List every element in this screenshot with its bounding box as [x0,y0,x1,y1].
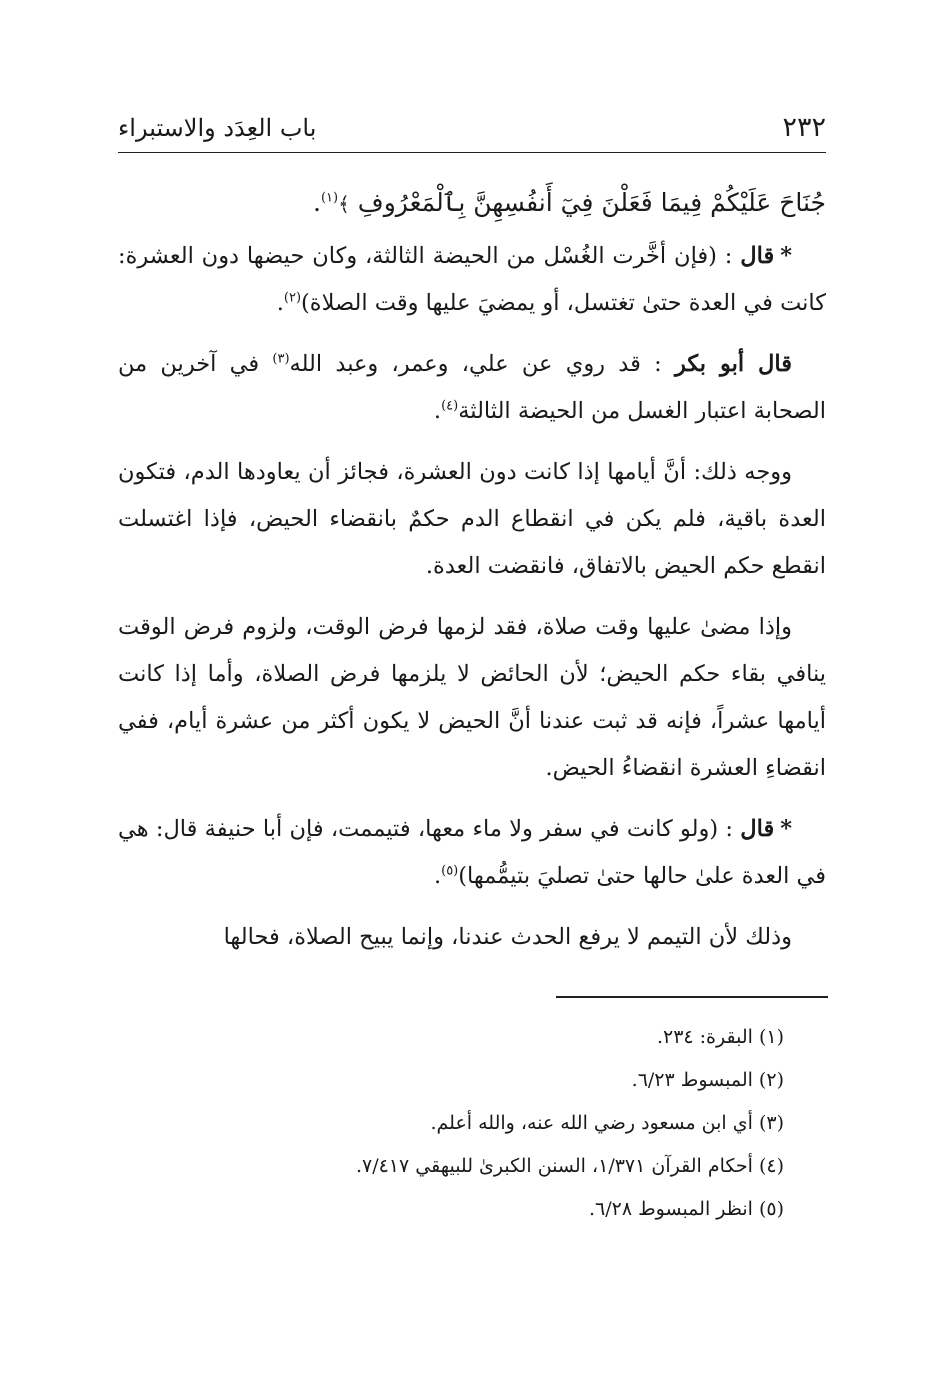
paragraph-reasoning: ووجه ذلك: أنَّ أيامها إذا كانت دون العشرة، فجائز أن يعاودها الدم، فتكون العدة باقية، فلم يكن في انقطاع الدم حكمٌ بانقضاء الحيض، فإذا اغتسلت انقطع حكم الحيض بالاتفاق، فانقضت العدة. [118,459,826,579]
footnote-ref: (٣) [272,351,290,367]
footnotes [164,1016,784,1231]
paragraph-abu-bakr [118,341,826,435]
paragraph-text: : (فإن أخَّرت الغُسْل من الحيضة الثالثة، وكان حيضها دون العشرة: كانت في العدة حتىٰ تغتسل، أو يمضيَ عليها وقت الصلاة) [118,243,826,316]
footnote-3: (٣) أي ابن مسعود رضي الله عنه، والله أعلم. [430,1112,784,1134]
paragraph-text: في آخرين من الصحابة اعتبار الغسل من الحيضة الثالثة [118,351,826,424]
paragraph-qala-1 [118,233,826,327]
paragraph-prayer-time: وإذا مضىٰ عليها وقت صلاة، فقد لزمها فرض الوقت، ولزوم فرض الوقت ينافي بقاء حكم الحيض؛ لأن الحائض لا يلزمها فرض الصلاة، وأما إذا كانت أيامها عشراً، فإنه قد ثبت عندنا أنَّ الحيض لا يكون أكثر من عشرة أيام، ففي انقضاءِ العشرة انقضاءُ الحيض. [118,614,826,781]
header-rule [118,152,826,153]
paragraph-text: : قد روي عن علي، وعمر، وعبد الله [289,351,662,377]
star-marker: * [780,816,792,842]
footnote-1: (١) البقرة: ٢٣٤. [656,1026,784,1048]
page-header [118,108,826,152]
keyword-qala-abu-bakr: قال أبو بكر [674,351,792,377]
paragraph-tayammum: وذلك لأن التيمم لا يرفع الحدث عندنا، وإنما يبيح الصلاة، فحالها [223,924,792,950]
footnote-ref: (١) [320,190,339,206]
footnote-separator [556,996,828,998]
footnote-5: (٥) انظر المبسوط ٦/٢٨. [588,1198,784,1220]
quran-verse-line [118,178,826,229]
footnote-4: (٤) أحكام القرآن ١/٣٧١، السنن الكبرىٰ للبيهقي ٧/٤١٧. [355,1155,784,1177]
footnote-ref: (٢) [283,290,302,306]
main-text [118,178,826,975]
quran-verse-text: جُنَاحَ عَلَيْكُمْ فِيمَا فَعَلْنَ فِيٓ أَنفُسِهِنَّ بِٱلْمَعْرُوفِ [357,188,826,217]
quran-close-bracket: ﴾ [338,192,350,216]
footnote-2: (٢) المبسوط ٦/٢٣. [631,1069,784,1091]
footnote-ref: (٤) [441,398,459,414]
page-number: ٢٣٢ [782,112,826,143]
keyword-qala: قال [740,816,775,842]
footnote-ref: (٥) [441,863,459,879]
star-marker: * [780,243,792,269]
paragraph-text: : (ولو كانت في سفر ولا ماء معها، فتيممت، فإن أبا حنيفة قال: هي في العدة علىٰ حالها حتىٰ تصليَ بتيمُّمها) [118,816,826,889]
running-title: باب العِدَد والاستبراء [118,114,317,142]
paragraph-qala-2 [118,806,826,900]
sentence-end: . [433,863,442,889]
sentence-end: . [276,290,284,316]
keyword-qala: قال [740,243,775,269]
sentence-end: . [433,398,442,424]
sentence-end: . [313,188,321,217]
